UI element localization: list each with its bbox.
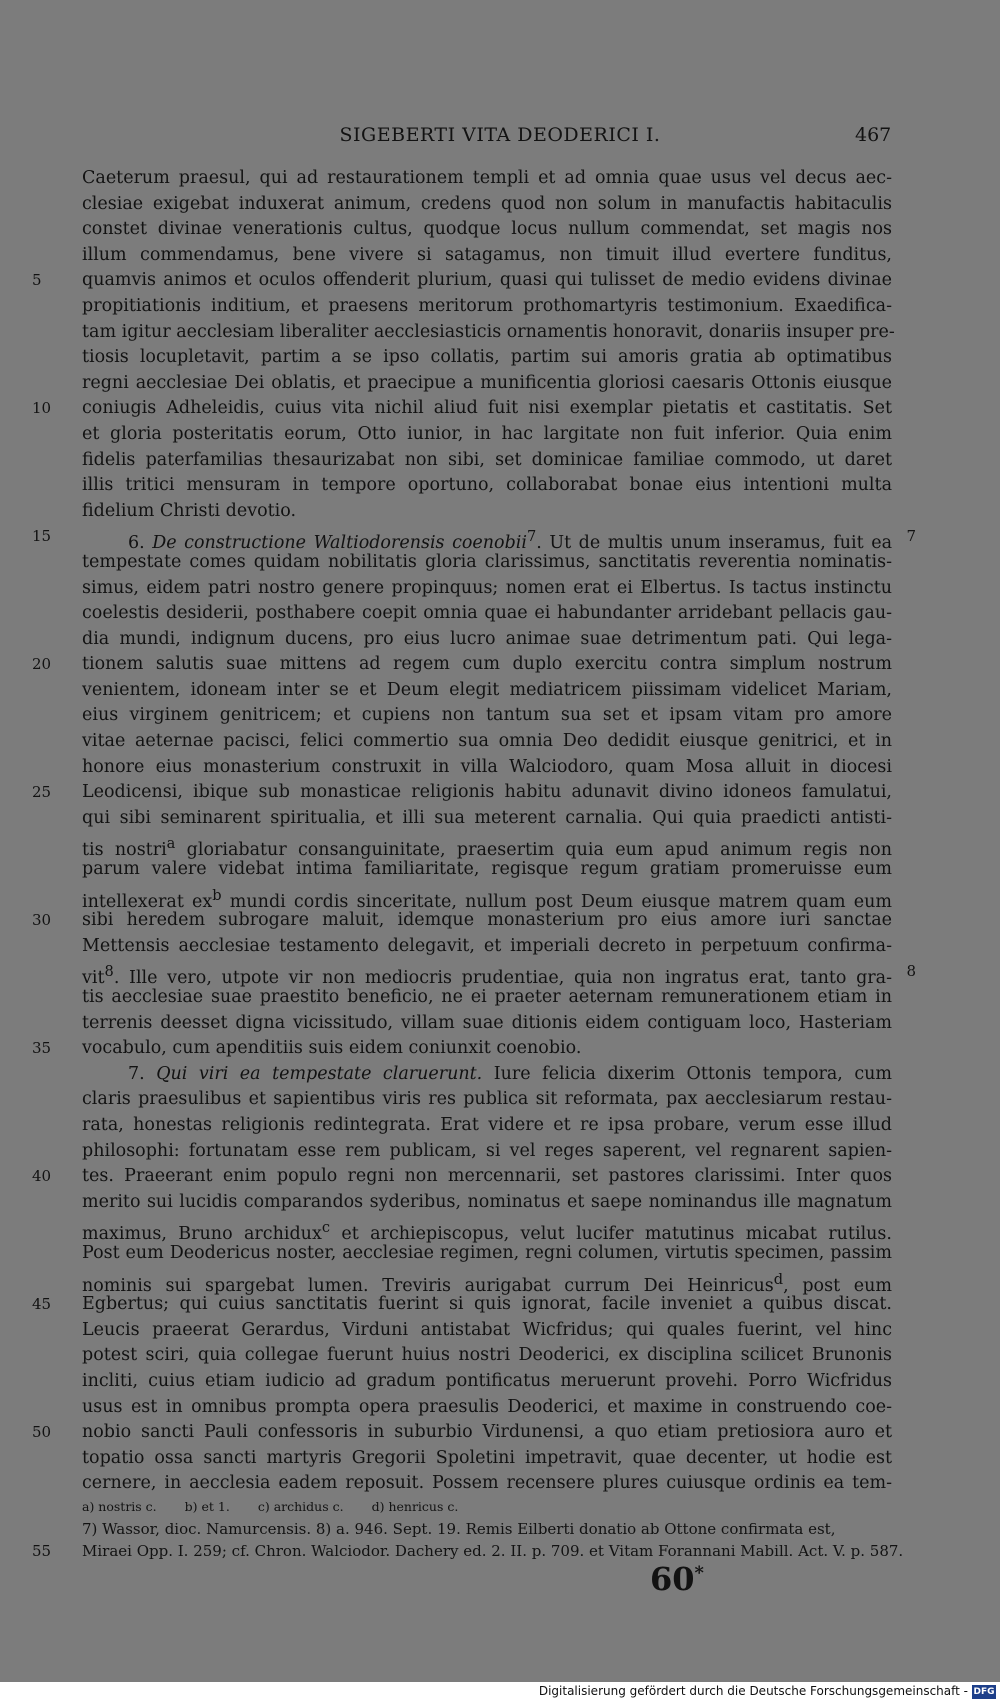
section-heading: Qui viri ea tempestate claruerunt.	[156, 1063, 483, 1084]
text-line	[82, 1318, 892, 1344]
main-text	[32, 166, 916, 1497]
line-text: tionem salutis suae mittens ad regem cum duplo exercitu contra simplum nostrum	[82, 654, 892, 675]
line-text: fidelis paterfamilias thesaurizabat non sibi, set dominicae familiae commodo, ut daret	[82, 449, 892, 470]
text-line	[82, 831, 892, 861]
line-text: incliti, cuius etiam iudicio ad gradum pontificatus meruerunt provehi. Porro Wicfridus	[82, 1370, 892, 1391]
line-text: claris praesulibus et sapientibus viris res publica sit reformata, pax aecclesiarum restau-	[82, 1089, 892, 1110]
section-number: 7.	[128, 1063, 157, 1084]
text-line	[82, 192, 892, 218]
footnotes	[32, 1496, 912, 1562]
text-line	[82, 1087, 892, 1113]
line-text: potest sciri, quia collegae fuerunt huius nostri Deoderici, ex disciplina scilicet Brunonis	[82, 1345, 892, 1366]
line-text: usus est in omnibus prompta opera praesulis Deoderici, et maxime in construendo coe-	[82, 1396, 892, 1417]
footnote-ref: a	[166, 835, 176, 853]
line-text: illum commendamus, bene vivere si satagamus, non timuit illud evertere funditus,	[82, 244, 892, 265]
line-text: regni aecclesiae Dei oblatis, et praecipue a munificentia gloriosi caesaris Ottonis eiusque	[82, 372, 892, 393]
text-line	[32, 908, 892, 934]
dfg-credit-text: Digitalisierung gefördert durch die Deutsche Forschungsgemeinschaft -	[538, 1684, 968, 1698]
footnote-ref: d	[773, 1270, 784, 1288]
text-line	[82, 1215, 892, 1245]
line-text: parum valere videbat intima familiaritate, regisque regum gratiam promeruisse eum	[82, 859, 892, 880]
line-text: tis aecclesiae suae praestito beneficio, ne ei praeter aeternam remunerationem etiam in	[82, 987, 892, 1007]
text-line	[82, 1062, 892, 1088]
text-line	[82, 345, 892, 371]
line-text-cont: mundi cordis sinceritate, nullum post Deum eiusque matrem quam eum	[221, 891, 892, 912]
line-text: coelestis desiderii, posthabere coepit omnia quae ei habundanter arridebant pellacis gau-	[82, 603, 892, 624]
line-text: nominis sui spargebat lumen. Treviris aurigabat currum Dei Heinricus	[82, 1275, 774, 1296]
line-text: philosophi: fortunatam esse rem publicam, si vel reges saperent, vel regnarent sapien-	[82, 1140, 892, 1161]
line-text: vitae aeternae pacisci, felici commertio sua omnia Deo dedidit eiusque genitrici, et in	[82, 731, 892, 752]
text-line	[82, 959, 916, 989]
footnote-ref: c	[321, 1219, 330, 1237]
line-text: Egbertus; qui cuius sanctitatis fuerint si quis ignorat, facile inveniet a quibus discat.	[82, 1294, 892, 1315]
text-line	[82, 627, 892, 653]
text-line	[82, 1190, 892, 1216]
line-text: intellexerat ex	[82, 891, 213, 912]
text-line	[82, 1139, 892, 1165]
line-number: 35	[32, 1039, 52, 1058]
footnote-line	[82, 1518, 912, 1540]
text-line	[82, 217, 892, 243]
line-text: eius virginem genitricem; et cupiens non tantum sua set et ipsam vitam pro amore	[82, 705, 892, 726]
text-line	[82, 806, 892, 832]
line-text: maximus, Bruno archidux	[82, 1224, 322, 1245]
text-line	[82, 294, 892, 320]
text-line	[32, 652, 892, 678]
footnote-ref: 7	[526, 528, 537, 546]
line-text: propitiationis inditium, et praesens meritorum prothomartyris testimonium. Exaedifica-	[82, 295, 892, 316]
text-line	[82, 1343, 892, 1369]
text-line	[82, 729, 892, 755]
line-text: coniugis Adheleidis, cuius vita nichil aliud fuit nisi exemplar pietatis et castitatis. Set	[82, 398, 892, 419]
text-line	[82, 448, 892, 474]
line-text-cont: et archiepiscopus, velut lucifer matutinus micabat rutilus.	[329, 1224, 892, 1245]
text-line	[82, 755, 892, 781]
line-text: nobio sancti Pauli confessoris in suburbio Virdunensi, a quo etiam pretiosiora auro et	[82, 1422, 892, 1443]
footnote-text: Miraei Opp. I. 259; cf. Chron. Walciodor. Dachery ed. 2. II. p. 709. et Vitam Forannani Mabill. Act. V. p. 587.	[82, 1542, 904, 1560]
text-line	[82, 1395, 892, 1421]
line-number: 20	[32, 655, 52, 674]
line-text: tiosis locupletavit, partim a se ipso collatis, partim sui amoris gratia ab optimatibus	[82, 347, 892, 368]
variant-reading: b) et 1.	[184, 1499, 230, 1514]
margin-note-number: 7	[906, 527, 916, 546]
variant-reading: a) nostris c.	[82, 1499, 157, 1514]
line-text: merito sui lucidis comparandos syderibus, nominatus et saepe nominandus ille magnatum	[82, 1191, 892, 1212]
line-text: simus, eidem patri nostro genere propinquus; nomen erat ei Elbertus. Is tactus instinctu	[82, 577, 892, 598]
text-line	[32, 1164, 892, 1190]
line-text: . Ut de multis unum inseramus, fuit ea	[536, 533, 893, 554]
text-line	[82, 243, 892, 269]
text-line	[82, 499, 892, 525]
line-text: Iure felicia dixerim Ottonis tempora, cum	[482, 1063, 892, 1084]
line-text: illis tritici mensuram in tempore oportuno, collaborabat bonae eius intentioni multa	[82, 475, 892, 496]
footnote-ref: 8	[104, 963, 114, 981]
line-number: 25	[32, 783, 52, 802]
text-line	[82, 1369, 892, 1395]
text-line	[32, 780, 892, 806]
line-number: 55	[32, 1542, 52, 1560]
text-line	[82, 703, 892, 729]
line-number: 30	[32, 911, 52, 930]
text-line	[32, 1420, 892, 1446]
line-number: 10	[32, 399, 52, 418]
text-line	[82, 934, 892, 960]
line-text: clesiae exigebat induxerat animum, credens quod non solum in manufactis habitaculis	[82, 193, 892, 214]
line-text: quamvis animos et oculos offenderit plurium, quasi qui tulisset de medio evidens divinae	[82, 270, 892, 291]
variant-reading: c) archidus c.	[257, 1499, 344, 1514]
text-line	[82, 1267, 892, 1296]
signature-mark: 60*	[650, 1560, 704, 1598]
text-line	[82, 371, 892, 397]
line-text: tis nostri	[82, 840, 167, 861]
line-text: rata, honestas religionis redintegrata. Erat videre et re ipsa probare, verum esse illud	[82, 1114, 892, 1135]
text-line	[82, 883, 892, 912]
line-text-cont: . Ille vero, utpote vir non mediocris prudentiae, quia non ingratus erat, tanto gra-	[113, 968, 892, 989]
text-line	[82, 1241, 892, 1267]
text-line	[82, 678, 892, 704]
text-line	[82, 166, 892, 192]
text-line	[32, 1292, 892, 1318]
text-line	[32, 396, 892, 422]
text-line	[82, 601, 892, 627]
text-line	[32, 1036, 892, 1062]
text-line	[82, 1011, 892, 1037]
text-line	[82, 320, 895, 346]
footnote-line	[32, 1540, 912, 1562]
dfg-logo: DFG	[973, 1687, 995, 1697]
line-number: 40	[32, 1167, 52, 1186]
line-text: tam igitur aecclesiam liberaliter aecclesiasticis ornamentis honoravit, donariis insuper pre-	[82, 321, 895, 342]
text-line	[82, 1113, 892, 1139]
line-text: Mettensis aecclesiae testamento delegavit, et imperiali decreto in perpetuum confirma-	[82, 935, 892, 956]
line-text: constet divinae venerationis cultus, quodque locus nullum commendat, set magis nos	[82, 219, 892, 240]
line-text: vit	[82, 968, 105, 989]
text-line	[32, 268, 892, 294]
margin-note-number: 8	[906, 962, 916, 981]
line-text-cont: , post eum	[783, 1275, 892, 1296]
line-text-cont: gloriabatur consanguinitate, praesertim quia eum apud animum regis non	[175, 840, 892, 861]
text-line	[82, 1446, 892, 1472]
page-number: 467	[855, 124, 892, 146]
line-text: dia mundi, indignum ducens, pro eius lucro animae suae detrimentum pati. Qui lega-	[82, 628, 892, 649]
line-text: Leodicensi, ibique sub monasticae religionis habitu adunavit divino idoneos famulatui,	[82, 782, 892, 803]
line-text: tes. Praeerant enim populo regni non mercennarii, set pastores clarissimi. Inter quos	[82, 1166, 892, 1187]
line-text: et gloria posteritatis eorum, Otto iunior, in hac largitate non fuit inferior. Quia enim	[82, 423, 892, 444]
line-text: topatio ossa sancti martyris Gregorii Spoletini impetravit, quae decenter, ut hodie est	[82, 1447, 892, 1468]
variant-readings	[82, 1496, 912, 1518]
footnote-ref: b	[212, 886, 222, 904]
line-number: 15	[32, 527, 52, 546]
text-line	[82, 473, 892, 499]
line-text: Post eum Deodericus noster, aecclesiae regimen, regni columen, virtutis specimen, passim	[82, 1242, 892, 1263]
line-text: tempestate comes quidam nobilitatis gloria clarissimus, sanctitatis reverentia nominatis-	[82, 551, 892, 572]
footnote-text: 7) Wassor, dioc. Namurcensis. 8) a. 946. Sept. 19. Remis Eilberti donatio ab Ottone confirmata est,	[82, 1520, 836, 1538]
line-text: fidelium Christi devotio.	[82, 500, 297, 521]
line-text: terrenis deesset digna vicissitudo, villam suae ditionis eidem contiguam loco, Hasteriam	[82, 1012, 892, 1033]
dfg-credit-bar	[0, 1682, 1000, 1702]
line-text: qui sibi seminarent spiritualia, et illi sua meterent carnalia. Qui quia praedicti antisti-	[82, 807, 892, 828]
text-line	[32, 524, 916, 554]
text-line	[82, 576, 892, 602]
running-title: SIGEBERTI VITA DEODERICI I.	[339, 124, 661, 146]
text-line	[82, 1471, 892, 1497]
line-text: honore eius monasterium construxit in villa Walciodoro, quam Mosa alluit in diocesi	[82, 756, 892, 777]
text-line	[82, 985, 892, 1011]
line-text: Leucis praeerat Gerardus, Virduni antistabat Wicfridus; qui quales fuerint, vel hinc	[82, 1319, 892, 1340]
line-text: vocabulo, cum apenditiis suis eidem coniunxit coenobio.	[82, 1038, 582, 1059]
line-text: cernere, in aecclesia eadem reposuit. Possem recensere plures cuiusque ordinis ea tem-	[82, 1473, 892, 1494]
line-text: sibi heredem subrogare maluit, idemque monasterium pro eius amore iuri sanctae	[82, 910, 892, 931]
section-number: 6.	[128, 533, 153, 554]
line-number: 45	[32, 1295, 52, 1314]
text-line	[82, 550, 892, 576]
line-number: 5	[32, 271, 42, 290]
line-text: venientem, idoneam inter se et Deum elegit mediatricem piissimam videlicet Mariam,	[82, 679, 892, 700]
text-line	[82, 422, 892, 448]
text-line	[82, 857, 892, 883]
variant-reading: d) henricus c.	[371, 1499, 459, 1514]
line-text: Caeterum praesul, qui ad restaurationem templi et ad omnia quae usus vel decus aec-	[82, 168, 892, 188]
line-number: 50	[32, 1423, 52, 1442]
section-heading: De constructione Waltiodorensis coenobii	[152, 533, 527, 554]
